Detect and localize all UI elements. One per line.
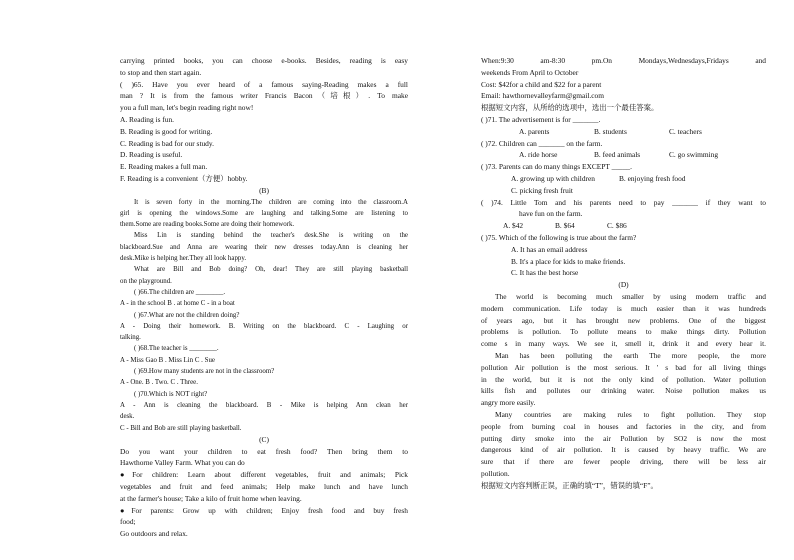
option-c: C. teachers xyxy=(669,126,702,136)
question-75-option-a: A. It has an email address xyxy=(511,244,588,254)
text-line: you a full man, let's begin reading right now! xyxy=(120,103,254,113)
passage-d-line: Many countries are making rules to fight pollution. They stop xyxy=(495,409,766,419)
passage-d-line: kills fish and pollutes our drinking water. Noise pollution makes us xyxy=(481,386,766,396)
option-a: A. growing up with children xyxy=(511,173,595,183)
passage-d-line: people from burning coal in houses and factories in the city, and from xyxy=(481,421,766,431)
passage-b-line: It is seven forty in the morning.The children are coming into the classroom.A xyxy=(134,198,408,206)
question-71-options xyxy=(481,126,766,138)
question-69-options: A - One. B . Two. C . Three. xyxy=(120,379,198,387)
option-f: F. Reading is a convenient（方便）hobby. xyxy=(120,173,248,183)
passage-b-line: them.Some are reading books.Some are doing their homework. xyxy=(120,221,295,229)
farm-email: Email: hawthornevalleyfarm@gmail.com xyxy=(481,91,604,101)
text-line: carrying printed books, you can choose e-books. Besides, reading is easy xyxy=(120,56,408,65)
passage-c-line: ●For parents: Grow up with children; Enjoy fresh food and buy fresh xyxy=(120,505,408,515)
passage-c-line: at the farmer's house; Take a kilo of fruit home when leaving. xyxy=(120,493,302,503)
question-67-options-cont: talking. xyxy=(120,334,141,342)
farm-hours: When:9:30 am-8:30 pm.On Mondays,Wednesdays,Fridays and xyxy=(481,56,766,65)
passage-c-line: ●For children: Learn about different vegetables, fruit and animals; Pick xyxy=(120,470,408,480)
text-line: to stop and then start again. xyxy=(120,67,202,77)
question-74-options xyxy=(481,220,766,232)
passage-d-line: pollution. xyxy=(481,468,510,478)
option-b: B. $64 xyxy=(555,221,575,231)
passage-b-line: desk.Mike is helping her.They all look happy. xyxy=(120,255,247,263)
passage-c-line: Do you want your children to eat fresh food? Then bring them to xyxy=(120,446,408,456)
passage-d-line: sure that if there are fewer people driving, there will be less air xyxy=(481,457,766,467)
passage-b-line: blackboard.Sue and Anna are wearing their new dresses today.Ann is cleaning her xyxy=(120,243,408,251)
section-b-title: (B) xyxy=(259,185,269,195)
instruction-c: 根据短文内容，从所给的选项中，选出一个最佳答案。 xyxy=(481,103,659,113)
passage-d-line: in the world, but it is not the only kind of pollution. Water pollution xyxy=(481,374,766,384)
question-68-options: A - Miss Gao B . Miss Lin C . Sue xyxy=(120,356,215,364)
question-72: ( )72. Children can _______ on the farm. xyxy=(481,138,603,148)
question-75: ( )75. Which of the following is true about the farm? xyxy=(481,232,637,242)
option-a: A. Reading is fun. xyxy=(120,114,174,124)
question-66: ( )66.The children are ________. xyxy=(134,288,226,296)
passage-c-line: Hawthorne Valley Farm. What you can do xyxy=(120,458,245,468)
passage-d-line: angry more easily. xyxy=(481,398,536,408)
option-c: C. Reading is bad for our study. xyxy=(120,138,214,148)
question-72-options xyxy=(481,149,766,161)
passage-c-line: vegetables and fruit and feed animals; Help make lunch and have lunch xyxy=(120,481,408,491)
option-b: B. enjoying fresh food xyxy=(619,173,686,183)
question-73-option-c: C. picking fresh fruit xyxy=(511,185,573,195)
passage-d-line: putting dirty smoke into the air Pollution by SO2 is now the most xyxy=(481,433,766,443)
passage-c-line: Go outdoors and relax. xyxy=(120,529,188,539)
passage-d-line: pollution Air pollution is the most serious. It ' s bad for all living things xyxy=(481,362,766,372)
question-65: ( )65. Have you ever heard of a famous saying-Reading makes a full xyxy=(120,79,408,89)
option-c: C. $86 xyxy=(607,221,627,231)
passage-d-line: dangerous kind of air pollution. It is caused by heavy traffic. We are xyxy=(481,445,766,455)
question-71: ( )71. The advertisement is for _______. xyxy=(481,114,601,124)
question-69: ( )69.How many students are not in the classroom? xyxy=(134,368,275,376)
passage-d-line: The world is becoming much smaller by using modern traffic and xyxy=(495,291,766,301)
question-67-options: A - Doing their homework. B. Writing on the blackboard. C - Laughing or xyxy=(120,322,408,330)
left-column xyxy=(120,55,408,540)
passage-d-line: of years ago, but it has brought new problems. One of the biggest xyxy=(481,315,766,325)
section-c-title: (C) xyxy=(259,434,269,444)
question-70-options: A - Ann is cleaning the blackboard. B - Mike is helping Ann clean her xyxy=(120,401,408,409)
text-line: man ? It is from the famous writer Francis Bacon（培根）. To make xyxy=(120,91,408,101)
option-b: B. Reading is good for writing. xyxy=(120,126,213,136)
question-74: ( )74. Little Tom and his parents need to pay _______ if they want to xyxy=(481,197,766,207)
question-70-options-cont: desk. xyxy=(120,413,135,421)
option-d: D. Reading is useful. xyxy=(120,150,183,160)
question-70: ( )70.Which is NOT right? xyxy=(134,390,208,398)
passage-b-line: on the playground. xyxy=(120,277,172,285)
question-73-options xyxy=(481,173,766,185)
section-d-title: (D) xyxy=(618,280,629,290)
passage-b-line: What are Bill and Bob doing? Oh, dear! They are still playing basketball xyxy=(134,266,408,274)
option-b: B. feed animals xyxy=(594,150,641,160)
option-b: B. students xyxy=(594,126,627,136)
question-75-option-c: C. It has the best horse xyxy=(511,268,579,278)
option-a: A. $42 xyxy=(503,221,524,231)
farm-season: weekends From April to October xyxy=(481,67,579,77)
passage-b-line: girl is opening the windows.Some are laughing and talking.Some are listening to xyxy=(120,209,408,217)
question-70-option-c: C - Bill and Bob are still playing basketball. xyxy=(120,424,242,432)
question-74-cont: have fun on the farm. xyxy=(519,209,583,219)
question-67: ( )67.What are not the children doing? xyxy=(134,311,240,319)
option-c: C. go swimming xyxy=(669,150,719,160)
farm-cost: Cost: $42for a child and $22 for a parent xyxy=(481,79,602,89)
question-75-option-b: B. It's a place for kids to make friends. xyxy=(511,256,626,266)
passage-d-line: problems is pollution. To pollute means to make things dirty. Pollution xyxy=(481,327,766,337)
instruction-d: 根据短文内容判断正误，正确的填“T”，错误的填“F”。 xyxy=(481,480,658,490)
passage-c-line: food; xyxy=(120,517,136,527)
passage-d-line: Man has been polluting the earth The more people, the more xyxy=(495,350,766,360)
passage-b-line: Miss Lin is standing behind the teacher's desk.She is writing on the xyxy=(134,232,408,240)
question-73: ( )73. Parents can do many things EXCEPT _____. xyxy=(481,162,632,172)
option-a: A. parents xyxy=(519,126,550,136)
right-column xyxy=(481,55,766,491)
passage-d-line: modern communication. Life today is much easier than it was hundreds xyxy=(481,303,766,313)
option-a: A. ride horse xyxy=(519,150,558,160)
question-66-options: A - in the school B . at home C - in a boat xyxy=(120,300,235,308)
option-e: E. Reading makes a full man. xyxy=(120,162,208,172)
question-68: ( )68.The teacher is ________. xyxy=(134,345,219,353)
passage-d-line: come s in many ways. We see it, smell it, drink it and every hear it. xyxy=(481,339,766,349)
